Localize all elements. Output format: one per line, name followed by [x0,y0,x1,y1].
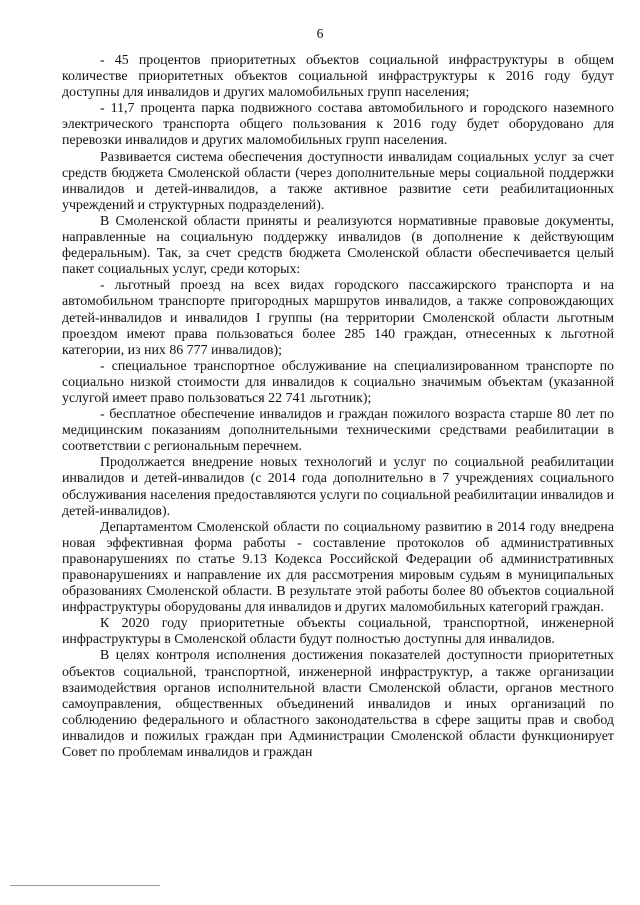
paragraph-1: - 45 процентов приоритетных объектов социальной инфраструктуры в общем количестве приоритетных объектов социальной инфраструктуры к 2016 году будут доступны для инвалидов и других маломобильных групп населения; [62,53,614,101]
paragraph-9: Департаментом Смоленской области по социальному развитию в 2014 году внедрена новая эффективная форма работы - составление протоколов об административных правонарушениях по статье 9.13 Кодекса Российской Федерации об административных правонарушениях и направление их для рассмотрения мировым судьям в муниципальных образованиях Смоленской области. В результате этой работы более 80 объектов социальной инфраструктуры оборудованы для инвалидов и других маломобильных категорий граждан. [62,519,614,616]
document-body [62,53,614,761]
paragraph-10: К 2020 году приоритетные объекты социальной, транспортной, инженерной инфраструктуры в Смоленской области будут полностью доступны для инвалидов. [62,616,614,648]
paragraph-6: - специальное транспортное обслуживание на специализированном транспорте по социально низкой стоимости для инвалидов к социально значимым объектам (указанной услугой имеет право пользоваться 22 741 льготник); [62,358,614,406]
paragraph-2: - 11,7 процента парка подвижного состава автомобильного и городского наземного электрического транспорта общего пользования к 2016 году будет оборудовано для перевозки инвалидов и других маломобильных групп населения. [62,101,614,149]
paragraph-3: Развивается система обеспечения доступности инвалидам социальных услуг за счет средств бюджета Смоленской области (через дополнительные меры социальной поддержки инвалидов и детей-инвалидов, а также активное развитие сети реабилитационных учреждений и структурных подразделений). [62,149,614,213]
paragraph-5: - льготный проезд на всех видах городского пассажирского транспорта и на автомобильном транспорте пригородных маршрутов инвалидов, а также сопровождающих детей-инвалидов и инвалидов I группы (на территории Смоленской области льготным проездом имеют права пользоваться более 285 140 граждан, отнесенных к льготной категории, из них 86 777 инвалидов); [62,278,614,358]
paragraph-8: Продолжается внедрение новых технологий и услуг по социальной реабилитации инвалидов и детей-инвалидов (с 2014 года дополнительно в 7 учреждениях социального обслуживания населения предоставляются услуги по социальной реабилитации инвалидов и детей-инвалидов). [62,455,614,519]
paragraph-4: В Смоленской области приняты и реализуются нормативные правовые документы, направленные на социальную поддержку инвалидов (в дополнение к действующим федеральным). Так, за счет средств бюджета Смоленской области обеспечивается целый пакет социальных услуг, среди которых: [62,213,614,278]
page-number: 6 [316,26,324,41]
paragraph-11: В целях контроля исполнения достижения показателей доступности приоритетных объектов социальной, транспортной, инженерной инфраструктур, а также организации взаимодействия органов исполнительной власти Смоленской области, органов местного самоуправления, общественных объединений инвалидов и иных организаций по соблюдению федерального и областного законодательства в сфере защиты прав и свобод инвалидов и пожилых граждан при Администрации Смоленской области функционирует Совет по проблемам инвалидов и граждан [62,648,614,761]
paragraph-7: - бесплатное обеспечение инвалидов и граждан пожилого возраста старше 80 лет по медицинским показаниям дополнительными техническими средствами реабилитации в соответствии с региональным перечнем. [62,407,614,455]
footer-rule [10,885,160,886]
